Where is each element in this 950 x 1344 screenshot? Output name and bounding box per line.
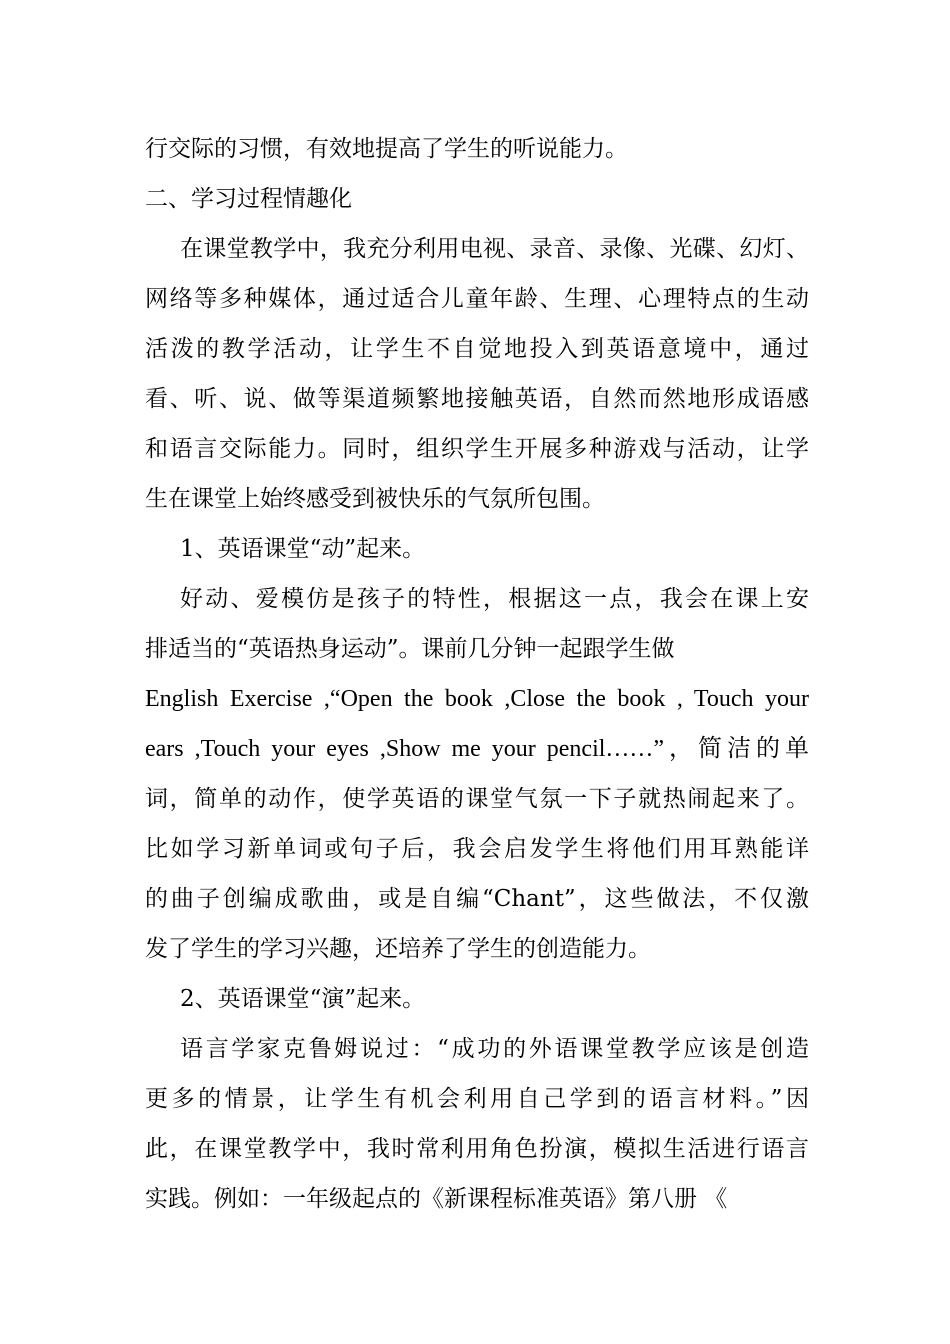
text-line-10: 好动、爱模仿是孩子的特性，根据这一点，我会在课上安	[180, 586, 809, 612]
text-line-12: English Exercise ,“Open the book ,Close the book , Touch your	[145, 686, 809, 712]
text-line-14: 词，简单的动作，使学英语的课堂气氛一下子就热闹起来了。	[145, 786, 809, 812]
text-line-21: 此，在课堂教学中，我时常利用角色扮演，模拟生活进行语言	[145, 1136, 809, 1162]
subheading-1: 1、英语课堂“动”起来。	[180, 536, 426, 562]
text-line-6: 看、听、说、做等渠道频繁地接触英语，自然而然地形成语感	[145, 386, 809, 412]
text-line-5: 活泼的教学活动，让学生不自觉地投入到英语意境中，通过	[145, 336, 809, 362]
body-text	[145, 124, 809, 1224]
section-heading: 二、学习过程情趣化	[145, 186, 352, 212]
text-line-20: 更多的情景，让学生有机会利用自己学到的语言材料。”因	[145, 1086, 809, 1112]
text-line-11: 排适当的“英语热身运动”。课前几分钟一起跟学生做	[145, 636, 675, 662]
text-line-1: 行交际的习惯，有效地提高了学生的听说能力。	[145, 136, 628, 162]
text-line-15: 比如学习新单词或句子后，我会启发学生将他们用耳熟能详	[145, 836, 809, 862]
text-line-13: ears ,Touch your eyes ,Show me your pencil……”，简洁的单	[145, 736, 809, 762]
text-line-19: 语言学家克鲁姆说过：“成功的外语课堂教学应该是创造	[180, 1036, 809, 1062]
text-line-8: 生在课堂上始终感受到被快乐的气氛所包围。	[145, 486, 605, 512]
text-line-22: 实践。例如：一年级起点的《新课程标准英语》第八册 《	[145, 1186, 728, 1212]
text-line-17: 发了学生的学习兴趣，还培养了学生的创造能力。	[145, 936, 651, 962]
text-line-16: 的曲子创编成歌曲，或是自编“Chant”，这些做法，不仅激	[145, 886, 809, 912]
subheading-2: 2、英语课堂“演”起来。	[180, 986, 426, 1012]
text-line-7: 和语言交际能力。同时，组织学生开展多种游戏与活动，让学	[145, 436, 809, 462]
text-line-3: 在课堂教学中，我充分利用电视、录音、录像、光碟、幻灯、	[180, 236, 809, 262]
text-line-4: 网络等多种媒体，通过适合儿童年龄、生理、心理特点的生动	[145, 286, 809, 312]
